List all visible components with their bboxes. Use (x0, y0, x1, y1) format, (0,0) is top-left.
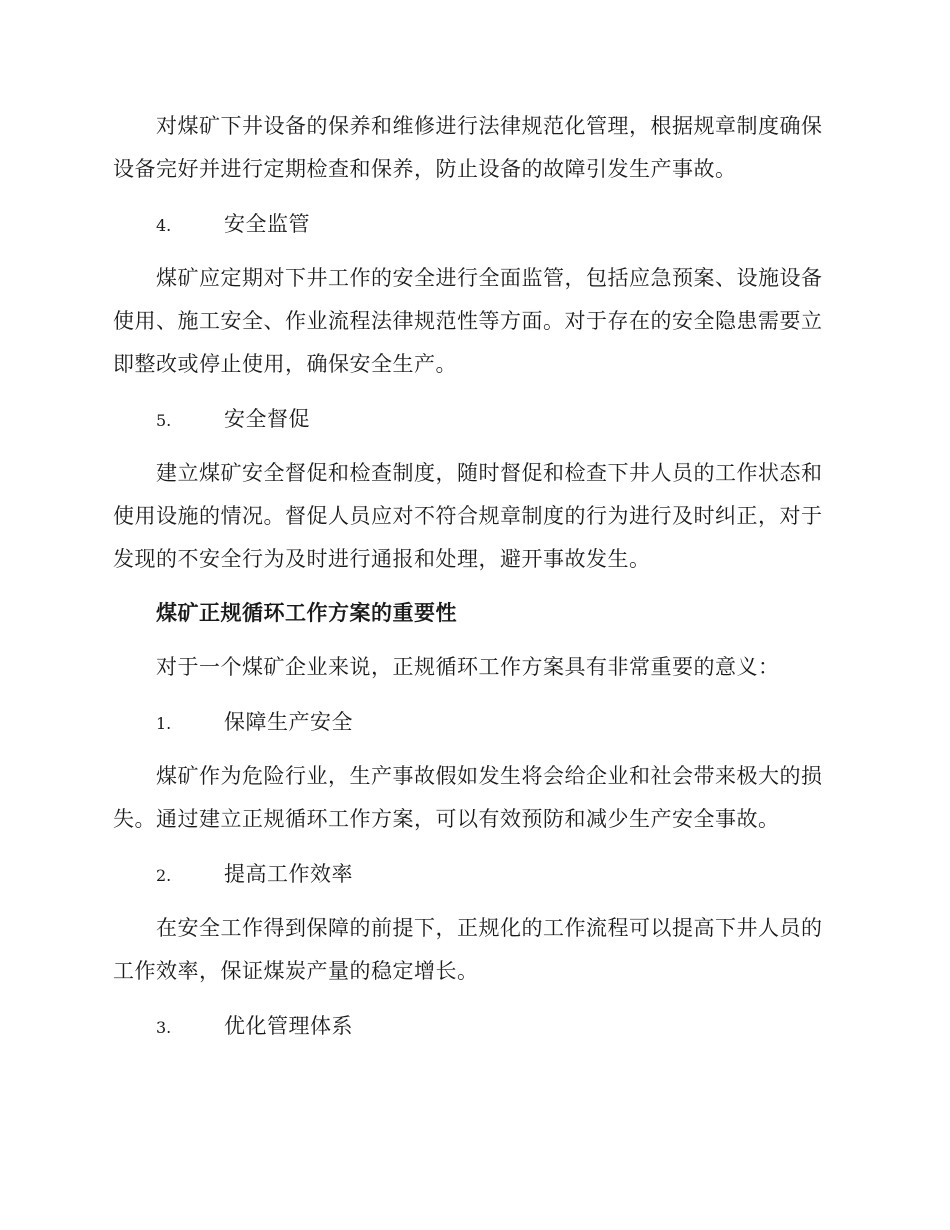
list-label: 保障生产安全 (224, 710, 353, 734)
list-item-safety-urging (156, 404, 310, 436)
list-item-production-safety (156, 707, 353, 739)
list-number: 1. (156, 714, 172, 733)
list-item-work-efficiency (156, 859, 353, 891)
list-item-management-system (156, 1011, 353, 1043)
paragraph-importance-intro: 对于一个煤矿企业来说，正规循环工作方案具有非常重要的意义： (156, 655, 780, 679)
list-label: 安全督促 (224, 407, 310, 431)
section-heading: 煤矿正规循环工作方案的重要性 (156, 600, 457, 625)
list-number: 2. (156, 866, 172, 885)
paragraph-production-safety: 煤矿作为危险行业，生产事故假如发生将会给企业和社会带来极大的损失。通过建立正规循环工作方案，可以有效预防和减少生产安全事故。 (113, 764, 823, 831)
list-number: 4. (156, 216, 172, 235)
list-number: 5. (156, 411, 172, 430)
list-label: 提高工作效率 (224, 862, 353, 886)
list-label: 安全监管 (224, 212, 310, 236)
paragraph-safety-urging: 建立煤矿安全督促和检查制度，随时督促和检查下井人员的工作状态和使用设施的情况。督促人员应对不符合规章制度的行为进行及时纠正，对于发现的不安全行为及时进行通报和处理，避开事故发生。 (113, 461, 823, 571)
list-label: 优化管理体系 (224, 1014, 353, 1038)
paragraph-safety-supervision: 煤矿应定期对下井工作的安全进行全面监管，包括应急预案、设施设备使用、施工安全、作业流程法律规范性等方面。对于存在的安全隐患需要立即整改或停止使用，确保安全生产。 (113, 266, 823, 376)
paragraph-equipment-maintenance: 对煤矿下井设备的保养和维修进行法律规范化管理，根据规章制度确保设备完好并进行定期检查和保养，防止设备的故障引发生产事故。 (113, 114, 823, 181)
list-item-safety-supervision (156, 209, 310, 241)
paragraph-work-efficiency: 在安全工作得到保障的前提下，正规化的工作流程可以提高下井人员的工作效率，保证煤炭产量的稳定增长。 (113, 916, 823, 983)
list-number: 3. (156, 1018, 172, 1037)
